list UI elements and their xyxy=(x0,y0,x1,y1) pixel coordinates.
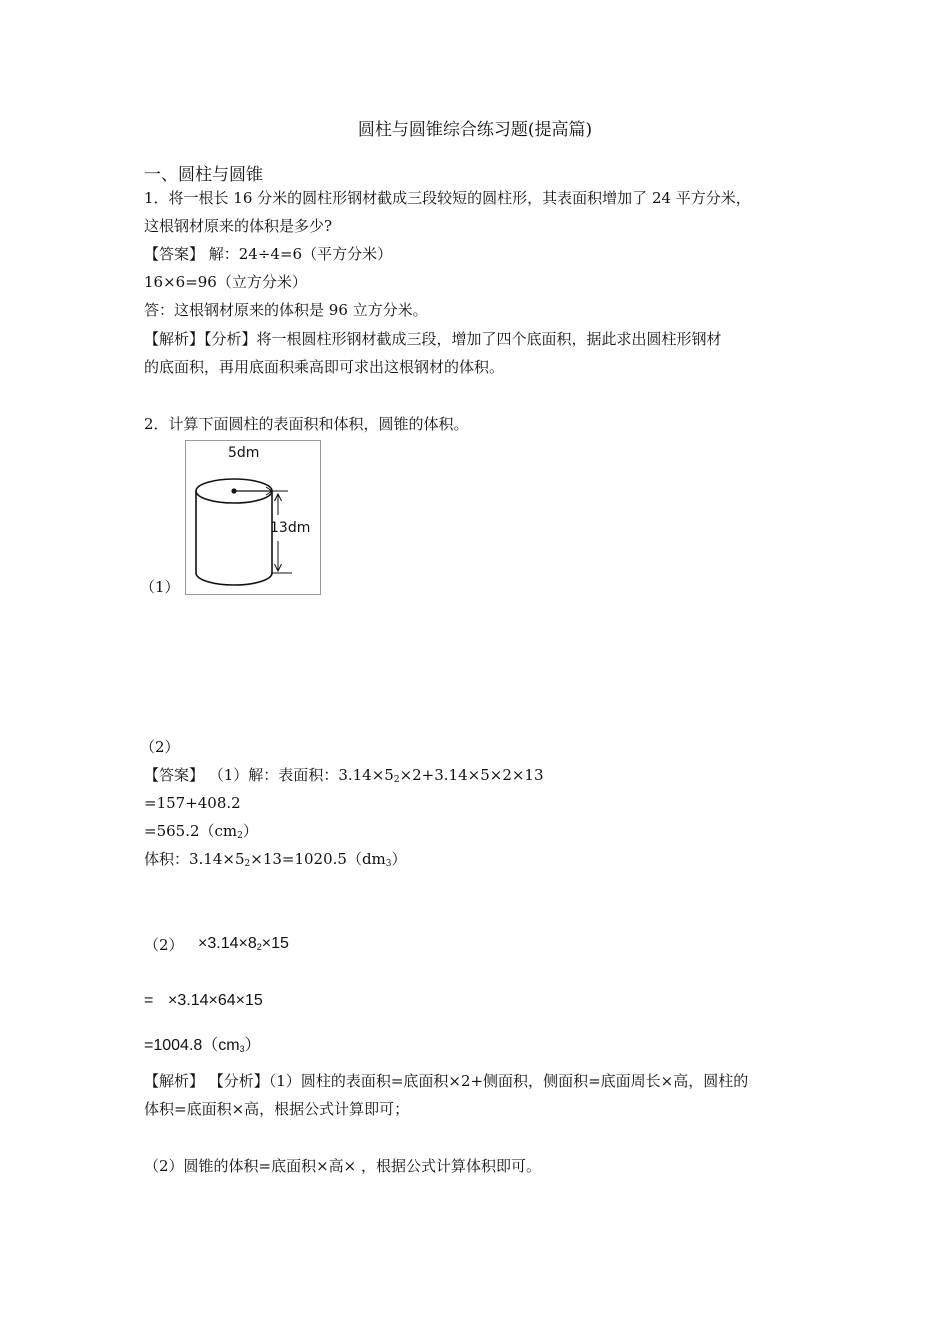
q1-text-line1: 1．将一根长 16 分米的圆柱形钢材截成三段较短的圆柱形，其表面积增加了 24 平方分米， xyxy=(144,189,751,207)
height-label: 13dm xyxy=(270,520,311,536)
q2-part2-eq-sign: = xyxy=(144,992,154,1009)
q2-prompt: 2．计算下面圆柱的表面积和体积，圆锥的体积。 xyxy=(144,415,469,433)
q2-analysis-line3: （2）圆锥的体积=底面积×高× ，根据公式计算体积即可。 xyxy=(144,1157,542,1175)
section-heading: 一、圆柱与圆锥 xyxy=(144,165,263,185)
radius-label: 5dm xyxy=(228,445,260,461)
q2-analysis-line2: 体积=底面积×高，根据公式计算即可； xyxy=(144,1100,410,1118)
q2-analysis-line1: 【解析】 【分析】（1）圆柱的表面积=底面积×2+侧面积，侧面积=底面周长×高，圆柱的 xyxy=(144,1072,749,1090)
cylinder-figure xyxy=(185,440,321,595)
q2-answer-line4: 体积：$3.14\times 5_2\times 13=1020.5(dm_3)$ xyxy=(144,850,407,869)
page-title: 圆柱与圆锥综合练习题(提高篇) xyxy=(357,120,593,140)
q1-answer-line3: 答：这根钢材原来的体积是 96 立方分米。 xyxy=(144,301,428,319)
q2-answer-line1: 【答案】 （1）解：表面积：$3.14\times 5_2\times 2+3.14\times 5\times 2\times 13$ xyxy=(144,766,544,785)
q1-answer-line2: 16×6=96（立方分米） xyxy=(144,273,307,291)
cylinder-bottom-arc xyxy=(196,573,272,585)
q2-part2-line3: $=1004.8(cm_3)$ xyxy=(144,1037,261,1054)
q2-answer-line3: $=565.2(cm_2)$ xyxy=(144,822,258,841)
q2-fig1-label: （1） xyxy=(140,578,180,596)
q2-part2-label: （2） xyxy=(144,936,184,954)
q1-text-line2: 这根钢材原来的体积是多少? xyxy=(144,217,333,235)
q1-answer-line1: 【答案】 解：24÷4=6（平方分米） xyxy=(144,245,393,263)
cylinder-diagram xyxy=(186,441,320,594)
q2-answer-line2: =157+408.2 xyxy=(144,794,241,812)
q1-analysis-line1: 【解析】【分析】将一根圆柱形钢材截成三段，增加了四个底面积，据此求出圆柱形钢材 xyxy=(144,330,722,348)
q2-part2-line1: $\times 3.14\times 8_2\times 15$ xyxy=(198,935,289,952)
q2-fig2-label: （2） xyxy=(140,738,180,756)
q2-part2-line2: ×3.14×64×15 xyxy=(168,992,263,1009)
q1-analysis-line2: 的底面积，再用底面积乘高即可求出这根钢材的体积。 xyxy=(144,358,505,376)
